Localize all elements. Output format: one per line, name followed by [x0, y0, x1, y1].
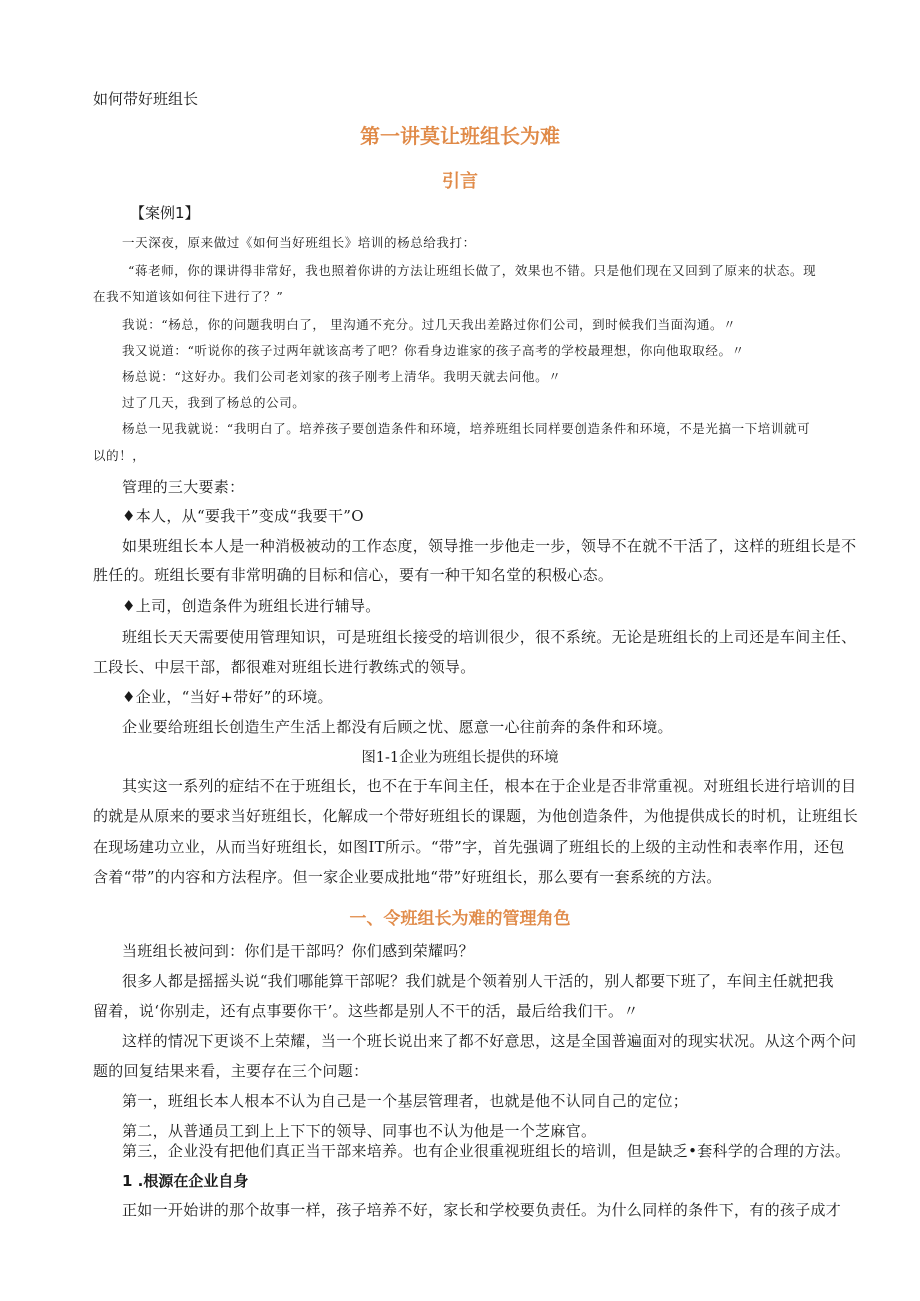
lecture-title: 第一讲莫让班组长为难: [360, 124, 560, 148]
case-label: 【案例1】: [130, 204, 200, 222]
section1-p7: 正如一开始讲的那个故事一样，孩子培养不好，家长和学校要负责任。为什么同样的条件下，有的孩子成才: [122, 1201, 842, 1219]
case-line-5: 杨总说：“这好办。我们公司老刘家的孩子刚考上清华。我明天就去问他。〃: [122, 369, 562, 384]
case-line-3: 我说：“杨总，你的问题我明白了， 里沟通不充分。过几天我出差路过你们公司，到时候我们当面沟通。〃: [122, 317, 737, 332]
body-bullet-enterprise: ♦企业，“当好+带好”的环境。: [122, 688, 333, 706]
body-bullet-superior: ♦上司，创造条件为班组长进行辅导。: [122, 597, 381, 615]
case-line-1: 一天深夜，原来做过《如何当好班组长》培训的杨总给我打：: [122, 235, 476, 250]
case-line-7b: 以的！，: [93, 448, 146, 463]
body-p3a: 如果班组长本人是一种消极被动的工作态度，领导推一步他走一步，领导不在就不干活了，这样的班组长是不: [122, 537, 857, 555]
body-p8b: 的就是从原来的要求当好班组长，化解成一个带好班组长的课题，为他创造条件，为他提供成长的时机，让班组长: [93, 807, 859, 825]
body-p5b: 工段长、中层干部，都很难对班组长进行教练式的领导。: [93, 658, 476, 676]
body-p5a: 班组长天天需要使用管理知识，可是班组长接受的培训很少，很不系统。无论是班组长的上司还是车间主任、: [122, 628, 857, 646]
document-title: 如何带好班组长: [93, 90, 199, 108]
body-p8d: 含着“带”的内容和方法程序。但一家企业要成批地“带”好班组长，那么要有一套系统的方法。: [93, 868, 722, 886]
body-p1: 管理的三大要素：: [122, 478, 245, 496]
section-heading-1: 一、令班组长为难的管理角色: [349, 909, 571, 929]
case-line-6: 过了几天，我到了杨总的公司。: [122, 395, 306, 410]
section1-p3a: 这样的情况下更谈不上荣耀，当一个班长说出来了都不好意思，这是全国普遍面对的现实状况。从这个两个问: [122, 1032, 857, 1050]
section1-p3b: 题的回复结果来看，主要存在三个问题：: [93, 1062, 369, 1080]
figure-caption: 图1-1企业为班组长提供的环境: [361, 750, 559, 766]
body-p7: 企业要给班组长创造生产生活上都没有后顾之忧、愿意一心往前奔的条件和环境。: [122, 718, 673, 736]
case-line-2a: “蒋老师，你的课讲得非常好，我也照着你讲的方法让班组长做了，效果也不错。只是他们现在又回到了原来的状态。现: [128, 263, 817, 278]
section1-p2a: 很多人都是摇摇头说“我们哪能算干部呢？我们就是个领着别人干活的，别人都要下班了，车间主任就把我: [122, 972, 834, 990]
intro-heading: 引言: [442, 171, 478, 192]
subheading-root-cause: 1 .根源在企业自身: [122, 1172, 249, 1190]
case-line-7a: 杨总一见我就说：“我明白了。培养孩子要创造条件和环境，培养班组长同样要创造条件和环境，不是光搞一下培训就可: [122, 421, 811, 436]
case-line-4: 我又说道：“听说你的孩子过两年就该高考了吧？你看身边谁家的孩子高考的学校最理想，你向他取取经。〃: [122, 343, 745, 358]
section1-p2b: 留着，说‘你别走，还有点事要你干’。这些都是别人不干的活，最后给我们干。〃: [93, 1002, 639, 1020]
section1-p4: 第一，班组长本人根本不认为自己是一个基层管理者，也就是他不认同自己的定位；: [122, 1092, 689, 1110]
section1-p1: 当班组长被问到：你们是干部吗？你们感到荣耀吗？: [122, 942, 474, 960]
section1-p5: 第二，从普通员工到上上下下的领导、同事也不认为他是一个芝麻官。: [122, 1122, 597, 1140]
body-bullet-self: ♦本人，从“要我干”变成“我要干”O: [122, 507, 364, 525]
body-p8a: 其实这一系列的症结不在于班组长，也不在于车间主任，根本在于企业是否非常重视。对班组长进行培训的目: [122, 777, 857, 795]
body-p8c: 在现场建功立业，从而当好班组长，如图IT所示。“带”字，首先强调了班组长的上级的主动性和表率作用，还包: [93, 838, 845, 856]
case-line-2b: 在我不知道该如何往下进行了？”: [93, 289, 284, 304]
section1-p6: 第三，企业没有把他们真正当干部来培养。也有企业很重视班组长的培训，但是缺乏•套科学的合理的方法。: [122, 1142, 851, 1160]
body-p3b: 胜任的。班组长要有非常明确的目标和信心，要有一种干知名堂的积极心态。: [93, 566, 614, 584]
